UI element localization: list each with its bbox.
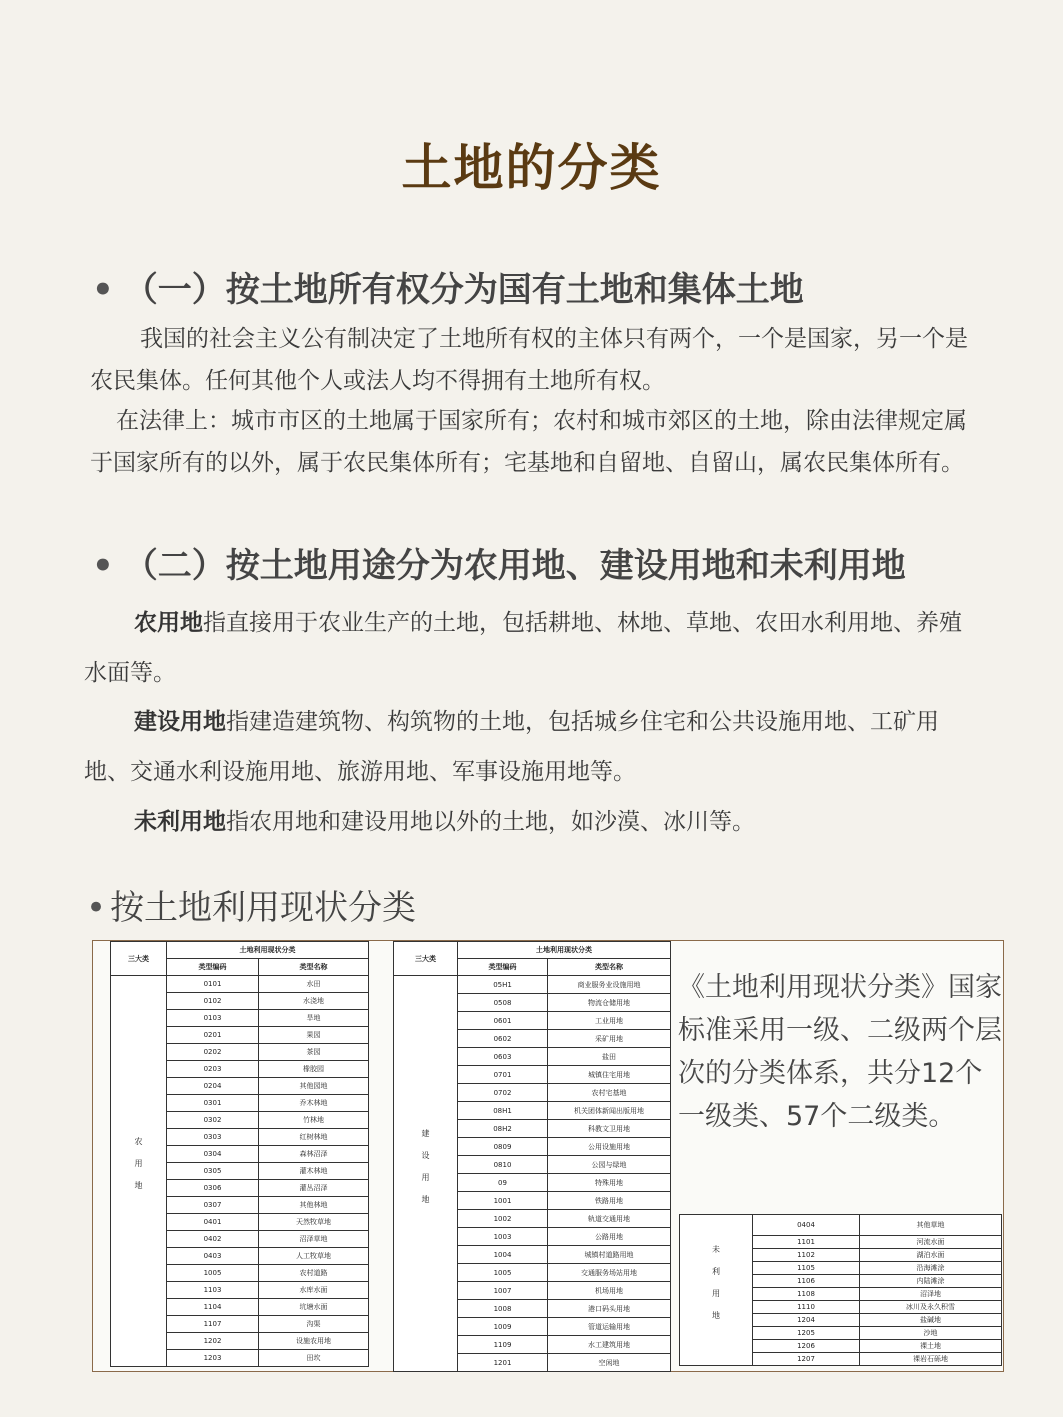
type-code-cell: 0102	[167, 993, 259, 1010]
type-name-cell: 商业服务业设施用地	[548, 976, 671, 994]
section1-heading-text: （一）按土地所有权分为国有土地和集体土地	[123, 270, 804, 310]
type-name-cell: 竹林地	[259, 1112, 369, 1129]
type-name-cell: 机关团体新闻出版用地	[548, 1102, 671, 1120]
type-code-cell: 08H2	[458, 1120, 548, 1138]
type-name-cell: 设施农用地	[259, 1333, 369, 1350]
definition-farmland: 指直接用于农业生产的土地，包括耕地、林地、草地、农田水利用地、养殖水面等。	[84, 610, 962, 686]
section3-heading	[86, 880, 416, 929]
type-name-cell: 城镇村道路用地	[548, 1246, 671, 1264]
type-name-cell: 农村道路	[259, 1265, 369, 1282]
category-label: 未利用地	[711, 1245, 721, 1333]
section2-heading	[92, 538, 906, 587]
type-code-cell: 1001	[458, 1192, 548, 1210]
section2-item-unused	[84, 797, 974, 847]
type-name-cell: 特殊用地	[548, 1174, 671, 1192]
type-code-cell: 0809	[458, 1138, 548, 1156]
type-name-cell: 沼泽地	[860, 1288, 1002, 1301]
type-code-cell: 0103	[167, 1010, 259, 1027]
table-row	[680, 1215, 1002, 1236]
header-group: 土地利用现状分类	[458, 942, 671, 959]
section2-item-farmland	[84, 598, 974, 698]
type-name-cell: 内陆滩涂	[860, 1275, 1002, 1288]
term-farmland: 农用地	[134, 610, 203, 636]
type-name-cell: 轨道交通用地	[548, 1210, 671, 1228]
type-name-cell: 裸岩石砾地	[860, 1353, 1002, 1366]
type-name-cell: 盐田	[548, 1048, 671, 1066]
type-code-cell: 08H1	[458, 1102, 548, 1120]
type-name-cell: 其他园地	[259, 1078, 369, 1095]
type-code-cell: 1102	[753, 1249, 860, 1262]
table-row	[111, 976, 369, 993]
term-unused: 未利用地	[134, 809, 226, 835]
type-code-cell: 1205	[753, 1327, 860, 1340]
header-group: 土地利用现状分类	[167, 942, 369, 959]
type-code-cell: 1104	[167, 1299, 259, 1316]
type-code-cell: 0304	[167, 1146, 259, 1163]
type-code-cell: 1005	[458, 1264, 548, 1282]
type-code-cell: 1106	[753, 1275, 860, 1288]
type-code-cell: 0810	[458, 1156, 548, 1174]
type-code-cell: 0303	[167, 1129, 259, 1146]
type-name-cell: 物流仓储用地	[548, 994, 671, 1012]
type-name-cell: 采矿用地	[548, 1030, 671, 1048]
type-code-cell: 1204	[753, 1314, 860, 1327]
type-name-cell: 水田	[259, 976, 369, 993]
type-name-cell: 灌木林地	[259, 1163, 369, 1180]
type-code-cell: 0403	[167, 1248, 259, 1265]
header-code: 类型编码	[167, 959, 259, 976]
type-code-cell: 1110	[753, 1301, 860, 1314]
type-code-cell: 1101	[753, 1236, 860, 1249]
header-code: 类型编码	[458, 959, 548, 976]
type-name-cell: 沙地	[860, 1327, 1002, 1340]
type-code-cell: 1203	[167, 1350, 259, 1367]
category-label: 农用地	[134, 1137, 143, 1203]
type-code-cell: 0305	[167, 1163, 259, 1180]
page-title: 土地的分类	[401, 139, 662, 197]
type-name-cell: 盐碱地	[860, 1314, 1002, 1327]
type-code-cell: 1103	[167, 1282, 259, 1299]
type-code-cell: 0401	[167, 1214, 259, 1231]
construction-table	[393, 941, 671, 1372]
bullet-icon: •	[92, 546, 114, 586]
type-code-cell: 0201	[167, 1027, 259, 1044]
type-name-cell: 公路用地	[548, 1228, 671, 1246]
farmland-table	[110, 941, 369, 1367]
type-code-cell: 1004	[458, 1246, 548, 1264]
type-name-cell: 工业用地	[548, 1012, 671, 1030]
type-code-cell: 0404	[753, 1215, 860, 1236]
type-code-cell: 1005	[167, 1265, 259, 1282]
type-code-cell: 0508	[458, 994, 548, 1012]
classification-description: 《土地利用现状分类》国家标准采用一级、二级两个层次的分类体系，共分12个一级类、57个二级类。	[678, 972, 1002, 1132]
section2-heading-text: （二）按土地用途分为农用地、建设用地和未利用地	[123, 546, 906, 586]
type-code-cell: 1002	[458, 1210, 548, 1228]
type-code-cell: 1003	[458, 1228, 548, 1246]
type-name-cell: 水工建筑用地	[548, 1336, 671, 1354]
type-name-cell: 森林沼泽	[259, 1146, 369, 1163]
type-code-cell: 0301	[167, 1095, 259, 1112]
section3-heading-text: 按土地利用现状分类	[110, 888, 417, 928]
type-name-cell: 人工牧草地	[259, 1248, 369, 1265]
type-name-cell: 科教文卫用地	[548, 1120, 671, 1138]
type-name-cell: 橡胶园	[259, 1061, 369, 1078]
type-name-cell: 管道运输用地	[548, 1318, 671, 1336]
type-code-cell: 1007	[458, 1282, 548, 1300]
header-name: 类型名称	[548, 959, 671, 976]
definition-unused: 指农用地和建设用地以外的土地，如沙漠、冰川等。	[226, 809, 755, 835]
type-name-cell: 果园	[259, 1027, 369, 1044]
type-name-cell: 天然牧草地	[259, 1214, 369, 1231]
type-name-cell: 田坎	[259, 1350, 369, 1367]
type-name-cell: 水库水面	[259, 1282, 369, 1299]
category-cell	[680, 1215, 753, 1366]
type-name-cell: 湖泊水面	[860, 1249, 1002, 1262]
type-code-cell: 1008	[458, 1300, 548, 1318]
type-code-cell: 1108	[753, 1288, 860, 1301]
type-code-cell: 0302	[167, 1112, 259, 1129]
type-code-cell: 05H1	[458, 976, 548, 994]
type-name-cell: 城镇住宅用地	[548, 1066, 671, 1084]
type-name-cell: 机场用地	[548, 1282, 671, 1300]
type-code-cell: 1107	[167, 1316, 259, 1333]
type-code-cell: 1202	[167, 1333, 259, 1350]
header-big-category: 三大类	[394, 942, 458, 976]
header-name: 类型名称	[259, 959, 369, 976]
type-code-cell: 0203	[167, 1061, 259, 1078]
header-big-category: 三大类	[111, 942, 167, 976]
type-name-cell: 裸土地	[860, 1340, 1002, 1353]
type-name-cell: 其他草地	[860, 1215, 1002, 1236]
type-name-cell: 公用设施用地	[548, 1138, 671, 1156]
type-name-cell: 空闲地	[548, 1354, 671, 1372]
type-name-cell: 港口码头用地	[548, 1300, 671, 1318]
category-cell	[111, 976, 167, 1367]
section1-heading	[92, 262, 804, 311]
bullet-icon: •	[92, 270, 114, 310]
type-code-cell: 0601	[458, 1012, 548, 1030]
type-name-cell: 沿海滩涂	[860, 1262, 1002, 1275]
type-code-cell: 0202	[167, 1044, 259, 1061]
type-name-cell: 沼泽草地	[259, 1231, 369, 1248]
type-name-cell: 交通服务场站用地	[548, 1264, 671, 1282]
type-name-cell: 农村宅基地	[548, 1084, 671, 1102]
type-name-cell: 旱地	[259, 1010, 369, 1027]
type-code-cell: 0204	[167, 1078, 259, 1095]
type-name-cell: 坑塘水面	[259, 1299, 369, 1316]
section1-paragraph1: 我国的社会主义公有制决定了土地所有权的主体只有两个，一个是国家，另一个是农民集体。任何其他个人或法人均不得拥有土地所有权。	[90, 326, 968, 394]
category-cell	[394, 976, 458, 1372]
type-name-cell: 沟渠	[259, 1316, 369, 1333]
section1-paragraph2: 在法律上：城市市区的土地属于国家所有；农村和城市郊区的土地，除由法律规定属于国家所有的以外，属于农民集体所有；宅基地和自留地、自留山，属农民集体所有。	[90, 408, 967, 476]
type-code-cell: 0602	[458, 1030, 548, 1048]
type-code-cell: 0702	[458, 1084, 548, 1102]
category-label: 建设用地	[421, 1128, 430, 1217]
type-name-cell: 灌丛沼泽	[259, 1180, 369, 1197]
section2-item-construction	[84, 697, 974, 797]
type-code-cell: 0603	[458, 1048, 548, 1066]
type-name-cell: 茶园	[259, 1044, 369, 1061]
definition-construction: 指建造建筑物、构筑物的土地，包括城乡住宅和公共设施用地、工矿用地、交通水利设施用地、旅游用地、军事设施用地等。	[84, 709, 939, 785]
type-name-cell: 其他林地	[259, 1197, 369, 1214]
type-code-cell: 1009	[458, 1318, 548, 1336]
type-name-cell: 铁路用地	[548, 1192, 671, 1210]
type-code-cell: 09	[458, 1174, 548, 1192]
bullet-icon: •	[86, 888, 107, 928]
type-name-cell: 河流水面	[860, 1236, 1002, 1249]
type-code-cell: 0307	[167, 1197, 259, 1214]
type-name-cell: 水浇地	[259, 993, 369, 1010]
type-code-cell: 0101	[167, 976, 259, 993]
type-code-cell: 1207	[753, 1353, 860, 1366]
term-construction: 建设用地	[134, 709, 226, 735]
type-code-cell: 1109	[458, 1336, 548, 1354]
type-name-cell: 公园与绿地	[548, 1156, 671, 1174]
type-code-cell: 0306	[167, 1180, 259, 1197]
type-code-cell: 0402	[167, 1231, 259, 1248]
type-code-cell: 1201	[458, 1354, 548, 1372]
unused-land-table	[679, 1214, 1002, 1366]
type-code-cell: 1105	[753, 1262, 860, 1275]
table-row	[394, 976, 671, 994]
type-name-cell: 红树林地	[259, 1129, 369, 1146]
type-name-cell: 乔木林地	[259, 1095, 369, 1112]
type-code-cell: 0701	[458, 1066, 548, 1084]
type-code-cell: 1206	[753, 1340, 860, 1353]
type-name-cell: 冰川及永久积雪	[860, 1301, 1002, 1314]
